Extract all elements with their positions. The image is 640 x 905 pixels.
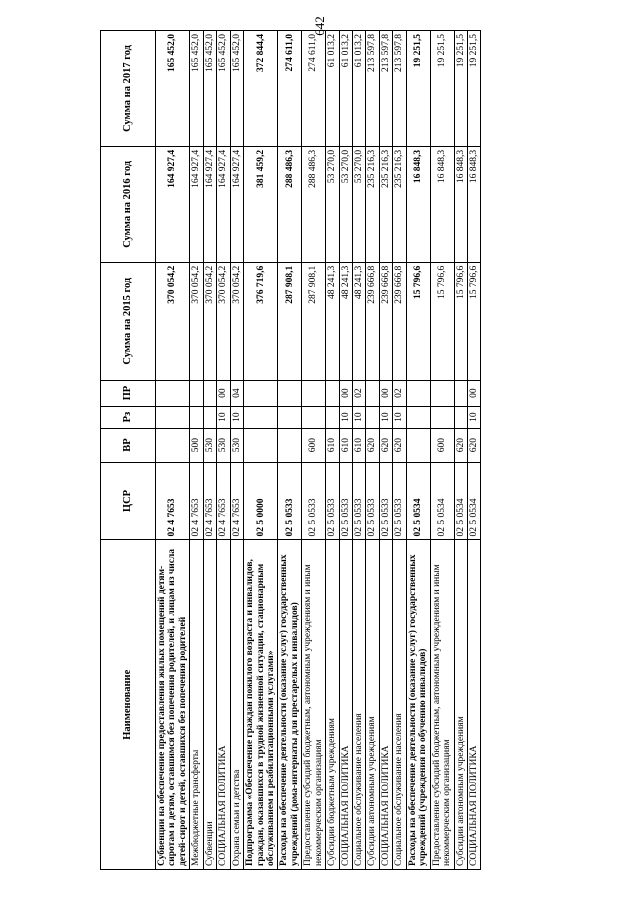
cell-2017: 19 251,5 <box>467 31 480 147</box>
cell-csr: 02 5 0534 <box>454 462 467 540</box>
cell-vr: 610 <box>326 428 339 462</box>
cell-rz <box>278 406 302 428</box>
cell-2017: 165 452,0 <box>217 31 230 147</box>
table-row <box>393 31 406 870</box>
cell-rz: 10 <box>393 406 406 428</box>
cell-csr: 02 5 0000 <box>244 462 278 540</box>
cell-2017: 61 013,2 <box>339 31 352 147</box>
table-row <box>244 31 278 870</box>
header-csr: ЦСР <box>101 462 156 540</box>
cell-2015: 48 241,3 <box>339 262 352 380</box>
table-row <box>302 31 326 870</box>
cell-pr <box>366 380 379 406</box>
cell-2015: 15 796,6 <box>454 262 467 380</box>
cell-vr <box>278 428 302 462</box>
cell-pr <box>156 380 190 406</box>
cell-name: СОЦИАЛЬНАЯ ПОЛИТИКА <box>379 540 392 870</box>
cell-csr: 02 5 0534 <box>467 462 480 540</box>
cell-rz <box>244 406 278 428</box>
table-row <box>217 31 230 870</box>
cell-2015: 48 241,3 <box>326 262 339 380</box>
cell-name: Субвенции <box>203 540 216 870</box>
cell-name: Предоставление субсидий бюджетным, автономным учреждениям и иным некоммерческим организациям <box>302 540 326 870</box>
table-row <box>454 31 467 870</box>
cell-name: Субвенции на обеспечение предоставления жилых помещений детям-сиротам и детям, оставшимся без попечения родителей, и лицам из числа детей-сирот и детей, оставшихся без попечения родителей <box>156 540 190 870</box>
cell-2017: 19 251,5 <box>454 31 467 147</box>
cell-name: Социальное обслуживание населения <box>353 540 366 870</box>
table-row <box>366 31 379 870</box>
cell-name: СОЦИАЛЬНАЯ ПОЛИТИКА <box>339 540 352 870</box>
cell-2016: 53 270,0 <box>353 146 366 262</box>
cell-name: Социальное обслуживание населения <box>393 540 406 870</box>
budget-table <box>100 30 481 870</box>
cell-vr: 620 <box>379 428 392 462</box>
header-2017: Сумма на 2017 год <box>101 31 156 147</box>
header-pr: ПР <box>101 380 156 406</box>
table-row <box>190 31 203 870</box>
cell-2016: 235 216,3 <box>393 146 406 262</box>
cell-rz: 10 <box>339 406 352 428</box>
table-row <box>339 31 352 870</box>
cell-2016: 235 216,3 <box>379 146 392 262</box>
cell-name: Подпрограмма «Обеспечение граждан пожилого возраста и инвалидов, граждан, оказавшихся в трудной жизненной ситуации, стационарным обслуживанием и реабилитационными услугами» <box>244 540 278 870</box>
cell-pr: 00 <box>379 380 392 406</box>
cell-2017: 372 844,4 <box>244 31 278 147</box>
cell-name: СОЦИАЛЬНАЯ ПОЛИТИКА <box>217 540 230 870</box>
cell-csr: 02 5 0533 <box>326 462 339 540</box>
cell-pr: 00 <box>217 380 230 406</box>
header-vr: ВР <box>101 428 156 462</box>
cell-rz <box>326 406 339 428</box>
cell-2016: 381 459,2 <box>244 146 278 262</box>
cell-name: Межбюджетные трансферты <box>190 540 203 870</box>
cell-name: Предоставление субсидий бюджетным, автономным учреждениям и иным некоммерческим организациям <box>430 540 454 870</box>
cell-rz <box>203 406 216 428</box>
cell-csr: 02 5 0533 <box>339 462 352 540</box>
header-name: Наименование <box>101 540 156 870</box>
cell-pr: 02 <box>353 380 366 406</box>
table-row <box>430 31 454 870</box>
cell-pr <box>430 380 454 406</box>
table-row <box>203 31 216 870</box>
cell-2017: 61 013,2 <box>353 31 366 147</box>
cell-vr: 610 <box>339 428 352 462</box>
cell-rz: 10 <box>379 406 392 428</box>
cell-2015: 15 796,6 <box>430 262 454 380</box>
cell-vr: 530 <box>203 428 216 462</box>
cell-2017: 165 452,0 <box>190 31 203 147</box>
cell-pr <box>302 380 326 406</box>
cell-vr <box>156 428 190 462</box>
cell-rz: 10 <box>467 406 480 428</box>
cell-pr <box>454 380 467 406</box>
cell-rz: 10 <box>217 406 230 428</box>
cell-pr: 02 <box>393 380 406 406</box>
cell-2017: 213 597,8 <box>379 31 392 147</box>
cell-csr: 02 4 7653 <box>230 462 243 540</box>
cell-2016: 235 216,3 <box>366 146 379 262</box>
cell-2017: 19 251,5 <box>406 31 430 147</box>
cell-vr: 620 <box>366 428 379 462</box>
cell-2016: 16 848,3 <box>467 146 480 262</box>
cell-2015: 370 054,2 <box>203 262 216 380</box>
cell-2016: 164 927,4 <box>156 146 190 262</box>
cell-csr: 02 5 0533 <box>366 462 379 540</box>
cell-vr: 620 <box>454 428 467 462</box>
cell-2015: 370 054,2 <box>230 262 243 380</box>
table-row <box>278 31 302 870</box>
cell-2016: 53 270,0 <box>339 146 352 262</box>
cell-2017: 165 452,0 <box>156 31 190 147</box>
cell-rz <box>454 406 467 428</box>
cell-vr <box>406 428 430 462</box>
cell-2015: 370 054,2 <box>156 262 190 380</box>
cell-2016: 288 486,3 <box>278 146 302 262</box>
cell-pr <box>406 380 430 406</box>
cell-vr: 500 <box>190 428 203 462</box>
cell-name: Расходы на обеспечение деятельности (оказание услуг) государственных учреждений (учреждения по обучению инвалидов) <box>406 540 430 870</box>
cell-vr: 600 <box>430 428 454 462</box>
cell-pr <box>244 380 278 406</box>
cell-rz <box>430 406 454 428</box>
cell-rz: 10 <box>353 406 366 428</box>
cell-2015: 15 796,6 <box>406 262 430 380</box>
cell-2017: 165 452,0 <box>203 31 216 147</box>
cell-2017: 61 013,2 <box>326 31 339 147</box>
cell-csr: 02 4 7653 <box>156 462 190 540</box>
cell-name: Охрана семьи и детства <box>230 540 243 870</box>
cell-csr: 02 5 0533 <box>353 462 366 540</box>
cell-2015: 15 796,6 <box>467 262 480 380</box>
cell-2015: 239 666,8 <box>379 262 392 380</box>
cell-pr <box>190 380 203 406</box>
cell-pr: 00 <box>467 380 480 406</box>
table-row <box>326 31 339 870</box>
header-rz: Рз <box>101 406 156 428</box>
cell-2017: 165 452,0 <box>230 31 243 147</box>
cell-csr: 02 4 7653 <box>217 462 230 540</box>
cell-2015: 239 666,8 <box>366 262 379 380</box>
cell-2017: 274 611,0 <box>302 31 326 147</box>
table-row <box>467 31 480 870</box>
cell-name: Расходы на обеспечение деятельности (оказание услуг) государственных учреждений (дома-интернаты для престарелых и инвалидов) <box>278 540 302 870</box>
table-row <box>156 31 190 870</box>
cell-rz <box>366 406 379 428</box>
cell-2016: 288 486,3 <box>302 146 326 262</box>
cell-2015: 376 719,6 <box>244 262 278 380</box>
cell-csr: 02 5 0533 <box>393 462 406 540</box>
table-body <box>156 31 481 870</box>
cell-2015: 239 666,8 <box>393 262 406 380</box>
table-header-row <box>101 31 156 870</box>
cell-csr: 02 5 0533 <box>379 462 392 540</box>
cell-2015: 287 908,1 <box>278 262 302 380</box>
cell-vr: 600 <box>302 428 326 462</box>
cell-2017: 19 251,5 <box>430 31 454 147</box>
cell-name: Субсидии бюджетным учреждениям <box>326 540 339 870</box>
cell-2016: 16 848,3 <box>430 146 454 262</box>
cell-name: СОЦИАЛЬНАЯ ПОЛИТИКА <box>467 540 480 870</box>
cell-pr <box>326 380 339 406</box>
cell-vr: 530 <box>217 428 230 462</box>
cell-2017: 213 597,8 <box>393 31 406 147</box>
table-row <box>379 31 392 870</box>
cell-csr: 02 4 7653 <box>190 462 203 540</box>
cell-rz <box>406 406 430 428</box>
cell-2016: 164 927,4 <box>203 146 216 262</box>
cell-2015: 287 908,1 <box>302 262 326 380</box>
header-2016: Сумма на 2016 год <box>101 146 156 262</box>
page-number: 642 <box>312 16 327 36</box>
cell-pr <box>203 380 216 406</box>
cell-2016: 164 927,4 <box>230 146 243 262</box>
cell-vr: 620 <box>393 428 406 462</box>
cell-pr: 04 <box>230 380 243 406</box>
table-row <box>406 31 430 870</box>
cell-csr: 02 5 0533 <box>302 462 326 540</box>
cell-2015: 48 241,3 <box>353 262 366 380</box>
cell-rz <box>156 406 190 428</box>
cell-2017: 274 611,0 <box>278 31 302 147</box>
cell-vr <box>244 428 278 462</box>
cell-2016: 16 848,3 <box>406 146 430 262</box>
cell-rz <box>302 406 326 428</box>
cell-vr: 610 <box>353 428 366 462</box>
table-row <box>230 31 243 870</box>
cell-csr: 02 4 7653 <box>203 462 216 540</box>
table-row <box>353 31 366 870</box>
cell-csr: 02 5 0534 <box>406 462 430 540</box>
cell-csr: 02 5 0533 <box>278 462 302 540</box>
cell-name: Субсидии автономным учреждениям <box>366 540 379 870</box>
cell-2016: 16 848,3 <box>454 146 467 262</box>
cell-2016: 53 270,0 <box>326 146 339 262</box>
cell-2015: 370 054,2 <box>217 262 230 380</box>
cell-vr: 530 <box>230 428 243 462</box>
cell-2015: 370 054,2 <box>190 262 203 380</box>
cell-name: Субсидии автономным учреждениям <box>454 540 467 870</box>
cell-2016: 164 927,4 <box>217 146 230 262</box>
cell-csr: 02 5 0534 <box>430 462 454 540</box>
cell-pr <box>278 380 302 406</box>
cell-vr: 620 <box>467 428 480 462</box>
cell-pr: 00 <box>339 380 352 406</box>
cell-rz <box>190 406 203 428</box>
cell-rz: 10 <box>230 406 243 428</box>
header-2015: Сумма на 2015 год <box>101 262 156 380</box>
cell-2016: 164 927,4 <box>190 146 203 262</box>
rotated-page-content <box>100 30 585 870</box>
cell-2017: 213 597,8 <box>366 31 379 147</box>
